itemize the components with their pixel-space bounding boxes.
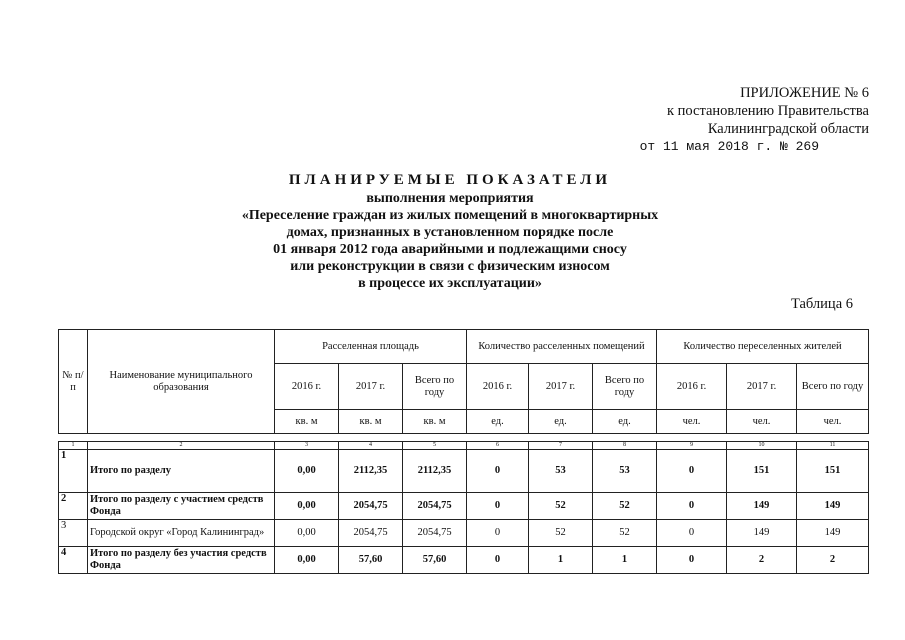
cell-area-total: 2112,35 [403,450,467,493]
cell-area-total: 57,60 [403,547,467,574]
appendix-resolution: к постановлению Правительства [667,103,869,119]
cell-people-total: 149 [797,493,869,520]
appendix-title: ПРИЛОЖЕНИЕ № 6 [740,85,869,101]
header-rooms-2016: 2016 г. [467,364,529,410]
cell-rooms-2017: 52 [529,520,593,547]
cell-name: Итого по разделу без участия средств Фонда [88,547,275,574]
col-number: 2 [88,442,275,450]
cell-area-2017: 2054,75 [339,520,403,547]
header-rooms-2017: 2017 г. [529,364,593,410]
col-number: 8 [593,442,657,450]
cell-num: 1 [59,450,88,493]
cell-rooms-2017: 52 [529,493,593,520]
header-people-2016: 2016 г. [657,364,727,410]
col-number: 3 [275,442,339,450]
cell-people-2017: 151 [727,450,797,493]
unit-people: чел. [727,410,797,434]
header-people-total: Всего по году [797,364,869,410]
cell-people-total: 2 [797,547,869,574]
cell-rooms-total: 1 [593,547,657,574]
cell-people-total: 149 [797,520,869,547]
table-header [58,329,869,434]
cell-name: Итого по разделу с участием средств Фонда [88,493,275,520]
unit-people: чел. [797,410,869,434]
title-line-7: в процессе их эксплуатации» [358,276,542,291]
cell-name: Итого по разделу [88,450,275,493]
cell-rooms-total: 52 [593,520,657,547]
column-numbers-row [59,442,869,450]
header-area-2016: 2016 г. [275,364,339,410]
cell-rooms-2017: 1 [529,547,593,574]
cell-area-2017: 57,60 [339,547,403,574]
title-line-5: 01 января 2012 года аварийными и подлежащими сносу [273,242,627,257]
header-num: № п/п [59,330,88,434]
col-number: 6 [467,442,529,450]
unit-area: кв. м [403,410,467,434]
cell-area-2016: 0,00 [275,547,339,574]
cell-area-total: 2054,75 [403,520,467,547]
unit-rooms: ед. [593,410,657,434]
header-people-2017: 2017 г. [727,364,797,410]
col-number: 11 [797,442,869,450]
table-row [59,547,869,574]
col-number: 1 [59,442,88,450]
header-people-group: Количество переселенных жителей [657,330,869,364]
cell-people-2017: 149 [727,493,797,520]
cell-num: 2 [59,493,88,520]
cell-people-2016: 0 [657,547,727,574]
cell-area-2016: 0,00 [275,493,339,520]
appendix-region: Калининградской области [707,121,869,137]
cell-area-2017: 2112,35 [339,450,403,493]
header-rooms-group: Количество расселенных помещений [467,330,657,364]
cell-people-2016: 0 [657,450,727,493]
title-line-6: или реконструкции в связи с физическим износом [290,259,610,274]
title-line-2: выполнения мероприятия [366,191,534,206]
title-line-3: «Переселение граждан из жилых помещений в многоквартирных [241,208,659,223]
col-number: 7 [529,442,593,450]
col-number: 9 [657,442,727,450]
col-number: 5 [403,442,467,450]
col-number: 10 [727,442,797,450]
table-row [59,450,869,493]
unit-people: чел. [657,410,727,434]
cell-area-2017: 2054,75 [339,493,403,520]
cell-people-2016: 0 [657,493,727,520]
cell-people-total: 151 [797,450,869,493]
cell-rooms-2016: 0 [467,520,529,547]
header-name: Наименование муниципального образования [88,330,275,434]
cell-people-2016: 0 [657,520,727,547]
cell-people-2017: 2 [727,547,797,574]
cell-area-2016: 0,00 [275,520,339,547]
cell-rooms-2016: 0 [467,450,529,493]
document-title [180,172,720,292]
appendix-date: от 11 мая 2018 г. № 269 [639,139,819,154]
cell-rooms-total: 52 [593,493,657,520]
cell-rooms-2016: 0 [467,493,529,520]
cell-rooms-2017: 53 [529,450,593,493]
header-area-total: Всего по году [403,364,467,410]
cell-num: 4 [59,547,88,574]
title-heading: ПЛАНИРУЕМЫЕ ПОКАЗАТЕЛИ [288,172,612,188]
unit-area: кв. м [339,410,403,434]
cell-num: 3 [59,520,88,547]
cell-rooms-2016: 0 [467,547,529,574]
unit-area: кв. м [275,410,339,434]
table-body [58,441,869,574]
col-number: 4 [339,442,403,450]
table-row [59,493,869,520]
unit-rooms: ед. [529,410,593,434]
unit-rooms: ед. [467,410,529,434]
cell-people-2017: 149 [727,520,797,547]
cell-area-2016: 0,00 [275,450,339,493]
table-number: Таблица 6 [790,296,853,312]
table-row [59,520,869,547]
cell-rooms-total: 53 [593,450,657,493]
header-rooms-total: Всего по году [593,364,657,410]
title-line-4: домах, признанных в установленном порядке после [286,225,614,240]
header-area-2017: 2017 г. [339,364,403,410]
cell-name: Городской округ «Город Калининград» [88,520,275,547]
appendix-block [639,84,869,156]
header-area-group: Расселенная площадь [275,330,467,364]
cell-area-total: 2054,75 [403,493,467,520]
